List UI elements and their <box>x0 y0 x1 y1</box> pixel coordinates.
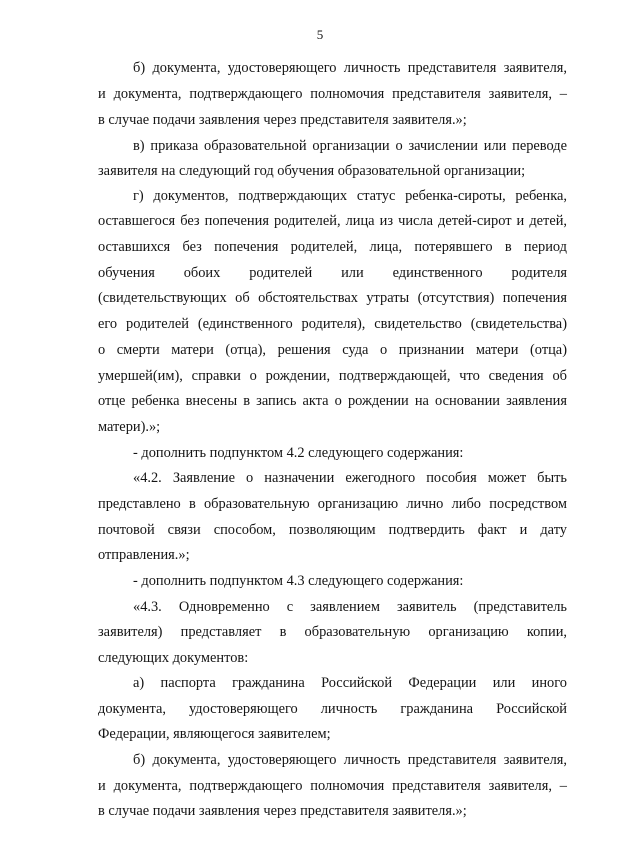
text-line: оставшегося без попечения родителей, лица из числа детей-сирот и детей, <box>98 213 567 229</box>
text-line: заявителя на следующий год обучения образовательной организации; <box>98 163 526 179</box>
text-line: в случае подачи заявления через представителя заявителя.»; <box>98 112 467 128</box>
text-line: о смерти матери (отца), решения суда о признании матери (отца) <box>98 342 567 358</box>
text-line: и документа, подтверждающего полномочия представителя заявителя, – <box>98 86 567 102</box>
page-number: 5 <box>316 27 324 42</box>
text-line: - дополнить подпунктом 4.3 следующего содержания: <box>133 573 464 589</box>
text-line: б) документа, удостоверяющего личность представителя заявителя, <box>133 60 567 76</box>
text-line: умершей(им), справки о рождении, подтверждающей, что сведения об <box>98 368 567 384</box>
text-line: отце ребенка внесены в запись акта о рождении на основании заявления <box>98 393 567 409</box>
text-line: его родителей (единственного родителя), свидетельство (свидетельства) <box>98 316 567 332</box>
text-line: б) документа, удостоверяющего личность представителя заявителя, <box>133 752 567 768</box>
text-line: заявителя) представляет в образовательную организацию копии, <box>98 624 567 640</box>
text-line: отправления.»; <box>98 547 190 563</box>
text-line: в) приказа образовательной организации о зачислении или переводе <box>133 138 567 154</box>
text-line: документа, удостоверяющего личность гражданина Российской <box>98 701 567 717</box>
text-line: - дополнить подпунктом 4.2 следующего содержания: <box>133 445 464 461</box>
text-line: матери).»; <box>98 419 161 435</box>
text-line: следующих документов: <box>98 650 249 666</box>
text-line: обучения обоих родителей или единственного родителя <box>98 265 567 281</box>
text-line: почтовой связи способом, позволяющим подтвердить факт и дату <box>98 522 567 538</box>
text-line: и документа, подтверждающего полномочия представителя заявителя, – <box>98 778 567 794</box>
text-line: Федерации, являющегося заявителем; <box>98 726 331 742</box>
text-line: оставшихся без попечения родителей, лица, потерявшего в период <box>98 239 567 255</box>
text-line: в случае подачи заявления через представителя заявителя.»; <box>98 803 467 819</box>
text-line: (свидетельствующих об обстоятельствах утраты (отсутствия) попечения <box>98 290 567 306</box>
text-line: а) паспорта гражданина Российской Федерации или иного <box>133 675 567 691</box>
text-line: «4.2. Заявление о назначении ежегодного пособия может быть <box>133 470 567 486</box>
text-line: представлено в образовательную организацию лично либо посредством <box>98 496 567 512</box>
text-line: г) документов, подтверждающих статус ребенка-сироты, ребенка, <box>133 188 567 204</box>
text-line: «4.3. Одновременно с заявлением заявитель (представитель <box>133 599 567 615</box>
